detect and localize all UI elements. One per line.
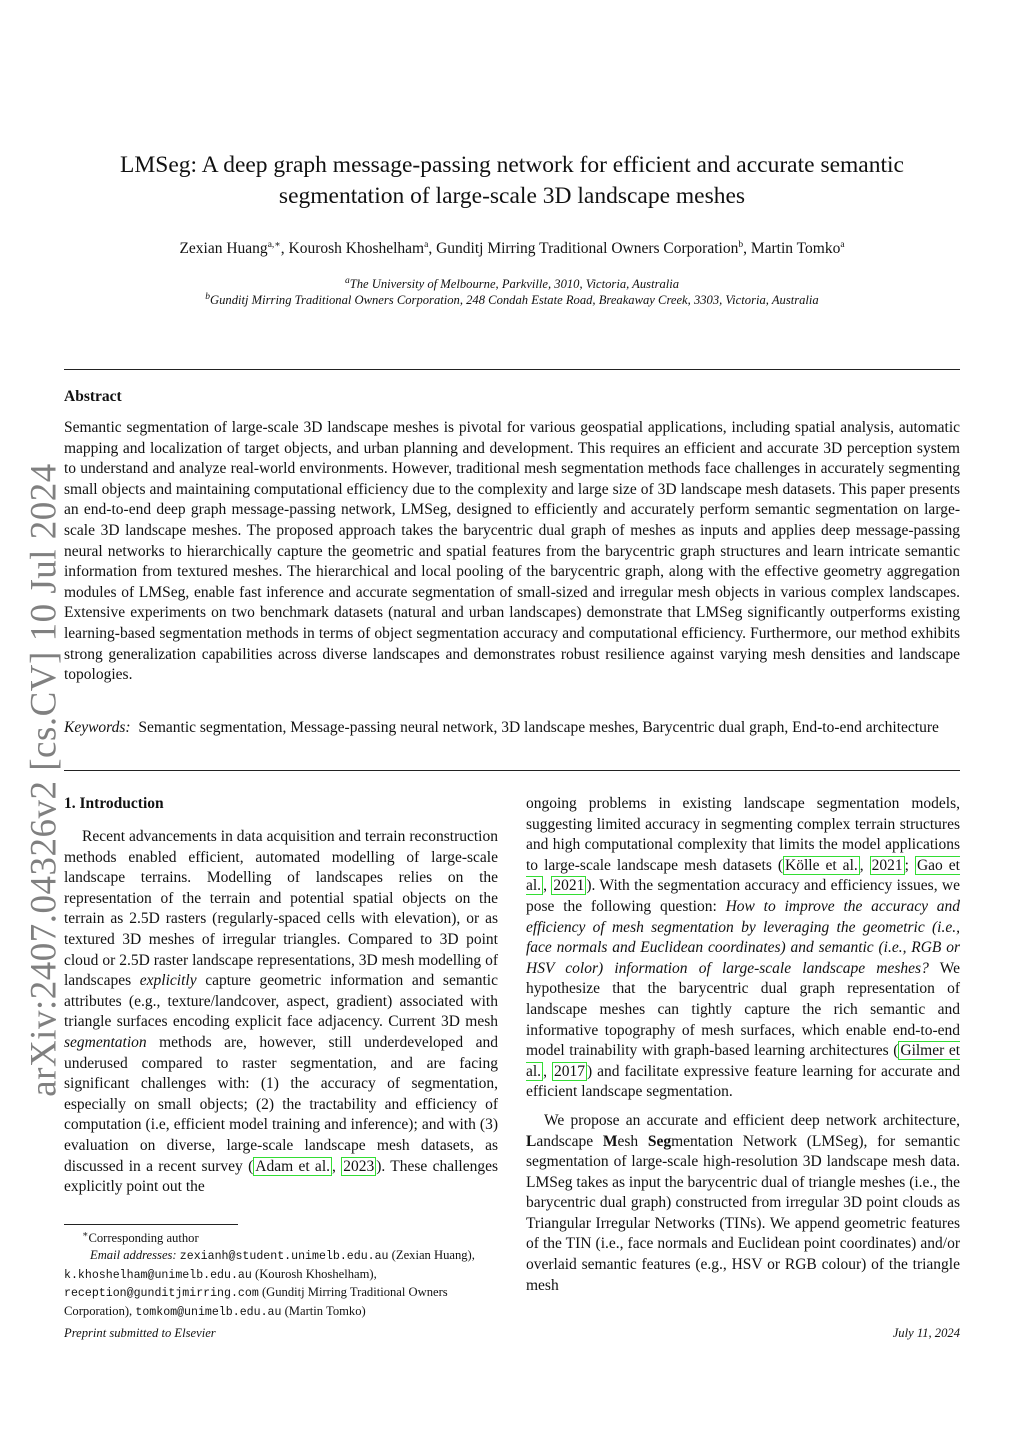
emphasis: segmentation <box>64 1033 147 1051</box>
footnote-mark: ∗ <box>82 1229 89 1240</box>
footer-left: Preprint submitted to Elsevier <box>64 1326 216 1340</box>
author-sup: a <box>424 239 429 250</box>
footnote-text: (Zexian Huang), <box>388 1248 475 1263</box>
author-name: , Martin Tomko <box>743 240 841 257</box>
text-run: mentation Network (LMSeg), for semantic segmentation of large-scale high-resolution 3D landscape mesh data. LMSeg takes as input the barycentric dual of triangle meshes (i.e., the barycentric dual graph) constructed from irregular 3D point clouds as Triangular Irregular Networks (TINs). We append geometric features of the TIN (i.e., face normals and Euclidean point coordinates) and/or overlaid semantic features (e.g., HSV or RGB colour) of the triangle mesh <box>526 1132 960 1294</box>
author-sup: a <box>840 239 845 250</box>
left-column <box>64 827 498 1198</box>
abstract-body: Semantic segmentation of large-scale 3D landscape meshes is pivotal for various geospatial applications, including spatial analysis, automatic mapping and localization of target objects, and urban planning and development. This requires an efficient and accurate 3D perception system to understand and analyze real-world environments. However, traditional mesh segmentation methods face challenges in accurately segmenting small objects and maintaining computational efficiency due to the complexity and large size of 3D landscape mesh datasets. This paper presents an end-to-end deep graph message-passing network, LMSeg, designed to efficiently and accurately perform semantic segmentation on large-scale 3D landscape meshes. The proposed approach takes the barycentric dual graph of meshes as inputs and applies deep message-passing neural networks to hierarchically capture the geometric and spatial features from the barycentric graph structures and learn intricate semantic information from textured meshes. The hierarchical and local pooling of the barycentric graph, along with the effective geometry aggregation modules of LMSeg, enable fast inference and accurate segmentation of small-sized and irregular mesh objects in various complex landscapes. Extensive experiments on two benchmark datasets (natural and urban landscapes) demonstrate that LMSeg significantly outperforms existing learning-based segmentation methods in terms of object segmentation accuracy and computational efficiency. Furthermore, our method exhibits strong generalization capabilities across diverse landscapes and demonstrates robust resilience against varying mesh densities and landscape topologies. <box>64 419 960 684</box>
footnote-text: Corresponding author <box>88 1231 199 1245</box>
section-heading-introduction: 1. Introduction <box>64 795 164 812</box>
paper-title <box>64 150 960 212</box>
title-line-2: segmentation of large-scale 3D landscape meshes <box>278 183 746 209</box>
email-link[interactable]: reception@gunditjmirring.com <box>64 1287 259 1301</box>
intro-paragraph-1 <box>64 827 498 1198</box>
text-run: capture geometric information and semantic attributes (e.g., texture/landcover, aspect, gradient) associated with triangle surfaces encoding explicit face adjacency. Current 3D mesh <box>64 972 498 1031</box>
author-name: , Gunditj Mirring Traditional Owners Corporation <box>428 240 739 257</box>
author-name: , Kourosh Khoshelham <box>280 240 425 257</box>
acronym-letter: Seg <box>647 1132 672 1150</box>
footnote-text: (Gunditj Mirring Traditional Owners Corporation), <box>64 1285 448 1318</box>
acronym-letter: M <box>602 1132 618 1150</box>
email-link[interactable]: k.khoshelham@unimelb.edu.au <box>64 1268 252 1282</box>
footnote <box>64 1230 498 1321</box>
text-run: , <box>332 1157 342 1175</box>
text-run: , <box>543 877 552 895</box>
citation-link[interactable]: Gao et al. <box>526 856 960 895</box>
intro-paragraph-continued <box>526 794 960 1103</box>
citation-link[interactable]: Kölle et al. <box>785 856 858 874</box>
text-run: ; <box>904 856 915 874</box>
text-run: We propose an accurate and efficient deep network architecture, <box>544 1111 960 1129</box>
keywords-text: Semantic segmentation, Message-passing neural network, 3D landscape meshes, Barycentric dual graph, End-to-end architecture <box>138 719 939 736</box>
title-line-1: LMSeg: A deep graph message-passing network for efficient and accurate semantic <box>120 152 904 178</box>
footnote-rule <box>64 1224 238 1225</box>
text-run: esh <box>617 1132 648 1150</box>
affiliation-sup: b <box>205 291 211 302</box>
text-run: Recent advancements in data acquisition and terrain reconstruction methods enabled efficient, automated modelling of large-scale landscape terrains. Modelling of landscapes relies on the representation of the terrain and potential spatial objects on the terrain as 2.5D rasters (regularly-spaced cells with elevation), or as textured 3D meshes of irregular triangles. Compared to 3D point cloud or 2.5D raster landscape representations, 3D mesh modelling of landscapes <box>64 828 498 990</box>
affiliation-b <box>64 293 960 308</box>
email-link[interactable]: tomkom@unimelb.edu.au <box>135 1305 282 1319</box>
abstract-heading: Abstract <box>64 388 122 405</box>
intro-paragraph-2 <box>526 1111 960 1296</box>
right-column <box>526 794 960 1296</box>
affiliation-a <box>64 277 960 292</box>
emphasis: explicitly <box>139 972 197 990</box>
footer-right: July 11, 2024 <box>892 1326 960 1340</box>
email-link[interactable]: zexianh@student.unimelb.edu.au <box>179 1250 389 1264</box>
email-label: Email addresses: <box>90 1248 177 1263</box>
citation-link[interactable]: 2023 <box>343 1157 375 1175</box>
text-run: , <box>859 856 870 874</box>
citation-link[interactable]: 2021 <box>871 856 903 874</box>
author-name: Zexian Huang <box>179 240 268 257</box>
text-run: ). These challenges explicitly point out the <box>64 1157 498 1196</box>
author-sup: a,∗ <box>267 239 281 250</box>
text-run: andscape <box>536 1132 603 1150</box>
footnote-text: (Martin Tomko) <box>281 1303 366 1318</box>
arxiv-id: arXiv:2407.04326v2 [cs.CV] 10 Jul 2024 <box>23 463 65 1097</box>
footnote-text: (Kourosh Khoshelham), <box>251 1266 377 1281</box>
author-sup: b <box>738 239 744 250</box>
footnote-emails <box>64 1247 498 1321</box>
emphasis: How to improve the accuracy and efficiency of mesh segmentation by leveraging the geometric (i.e., face normals and Euclidean coordinates) and semantic (i.e., RGB or HSV color) information of large-scale landscape meshes? <box>526 897 961 977</box>
citation-link[interactable]: Gilmer et al. <box>526 1042 960 1080</box>
footnote-corresponding <box>64 1230 498 1247</box>
text-run: ongoing problems in existing landscape segmentation models, suggesting limited accuracy in segmenting complex terrain structures and high computational complexity that limits the model applications to large-scale landscape mesh datasets ( <box>526 795 960 874</box>
keywords-label: Keywords: <box>64 719 131 736</box>
text-run: methods are, however, still underdeveloped and underused compared to raster segmentation, and are facing significant challenges with: (1) the accuracy of segmentation, especially on small objects; (2) the tractability and efficiency of computation (i.e, efficient model training and inference); and with (3) evaluation on diverse, large-scale landscape mesh datasets, as discussed in a recent survey ( <box>64 1033 498 1175</box>
citation-link[interactable]: Adam et al. <box>255 1157 330 1175</box>
citation-link[interactable]: 2017 <box>553 1062 585 1080</box>
citation-link[interactable]: 2021 <box>553 877 585 895</box>
text-run: We hypothesize that the barycentric dual graph representation of landscape meshes can tightly capture the rich semantic and informative topography of mesh surfaces, which enable end-to-end model trainability with graph-based learning architectures ( <box>526 959 960 1060</box>
affiliation-sup: a <box>344 275 350 286</box>
author-list <box>64 240 960 258</box>
keywords <box>64 718 960 739</box>
affiliation-text: The University of Melbourne, Parkville, 3010, Victoria, Australia <box>349 277 680 291</box>
text-run: ) and facilitate expressive feature learning for accurate and efficient landscape segmentation. <box>526 1062 961 1101</box>
abstract-top-rule <box>64 369 960 370</box>
text-run: ). With the segmentation accuracy and efficiency issues, we pose the following question: <box>526 877 961 915</box>
affiliation-text: Gunditj Mirring Traditional Owners Corporation, 248 Condah Estate Road, Breakaway Creek, 3303, Victoria, Australia <box>210 293 819 307</box>
acronym-letter: L <box>526 1132 537 1150</box>
abstract-bottom-rule <box>64 770 960 771</box>
text-run: , <box>543 1062 552 1080</box>
